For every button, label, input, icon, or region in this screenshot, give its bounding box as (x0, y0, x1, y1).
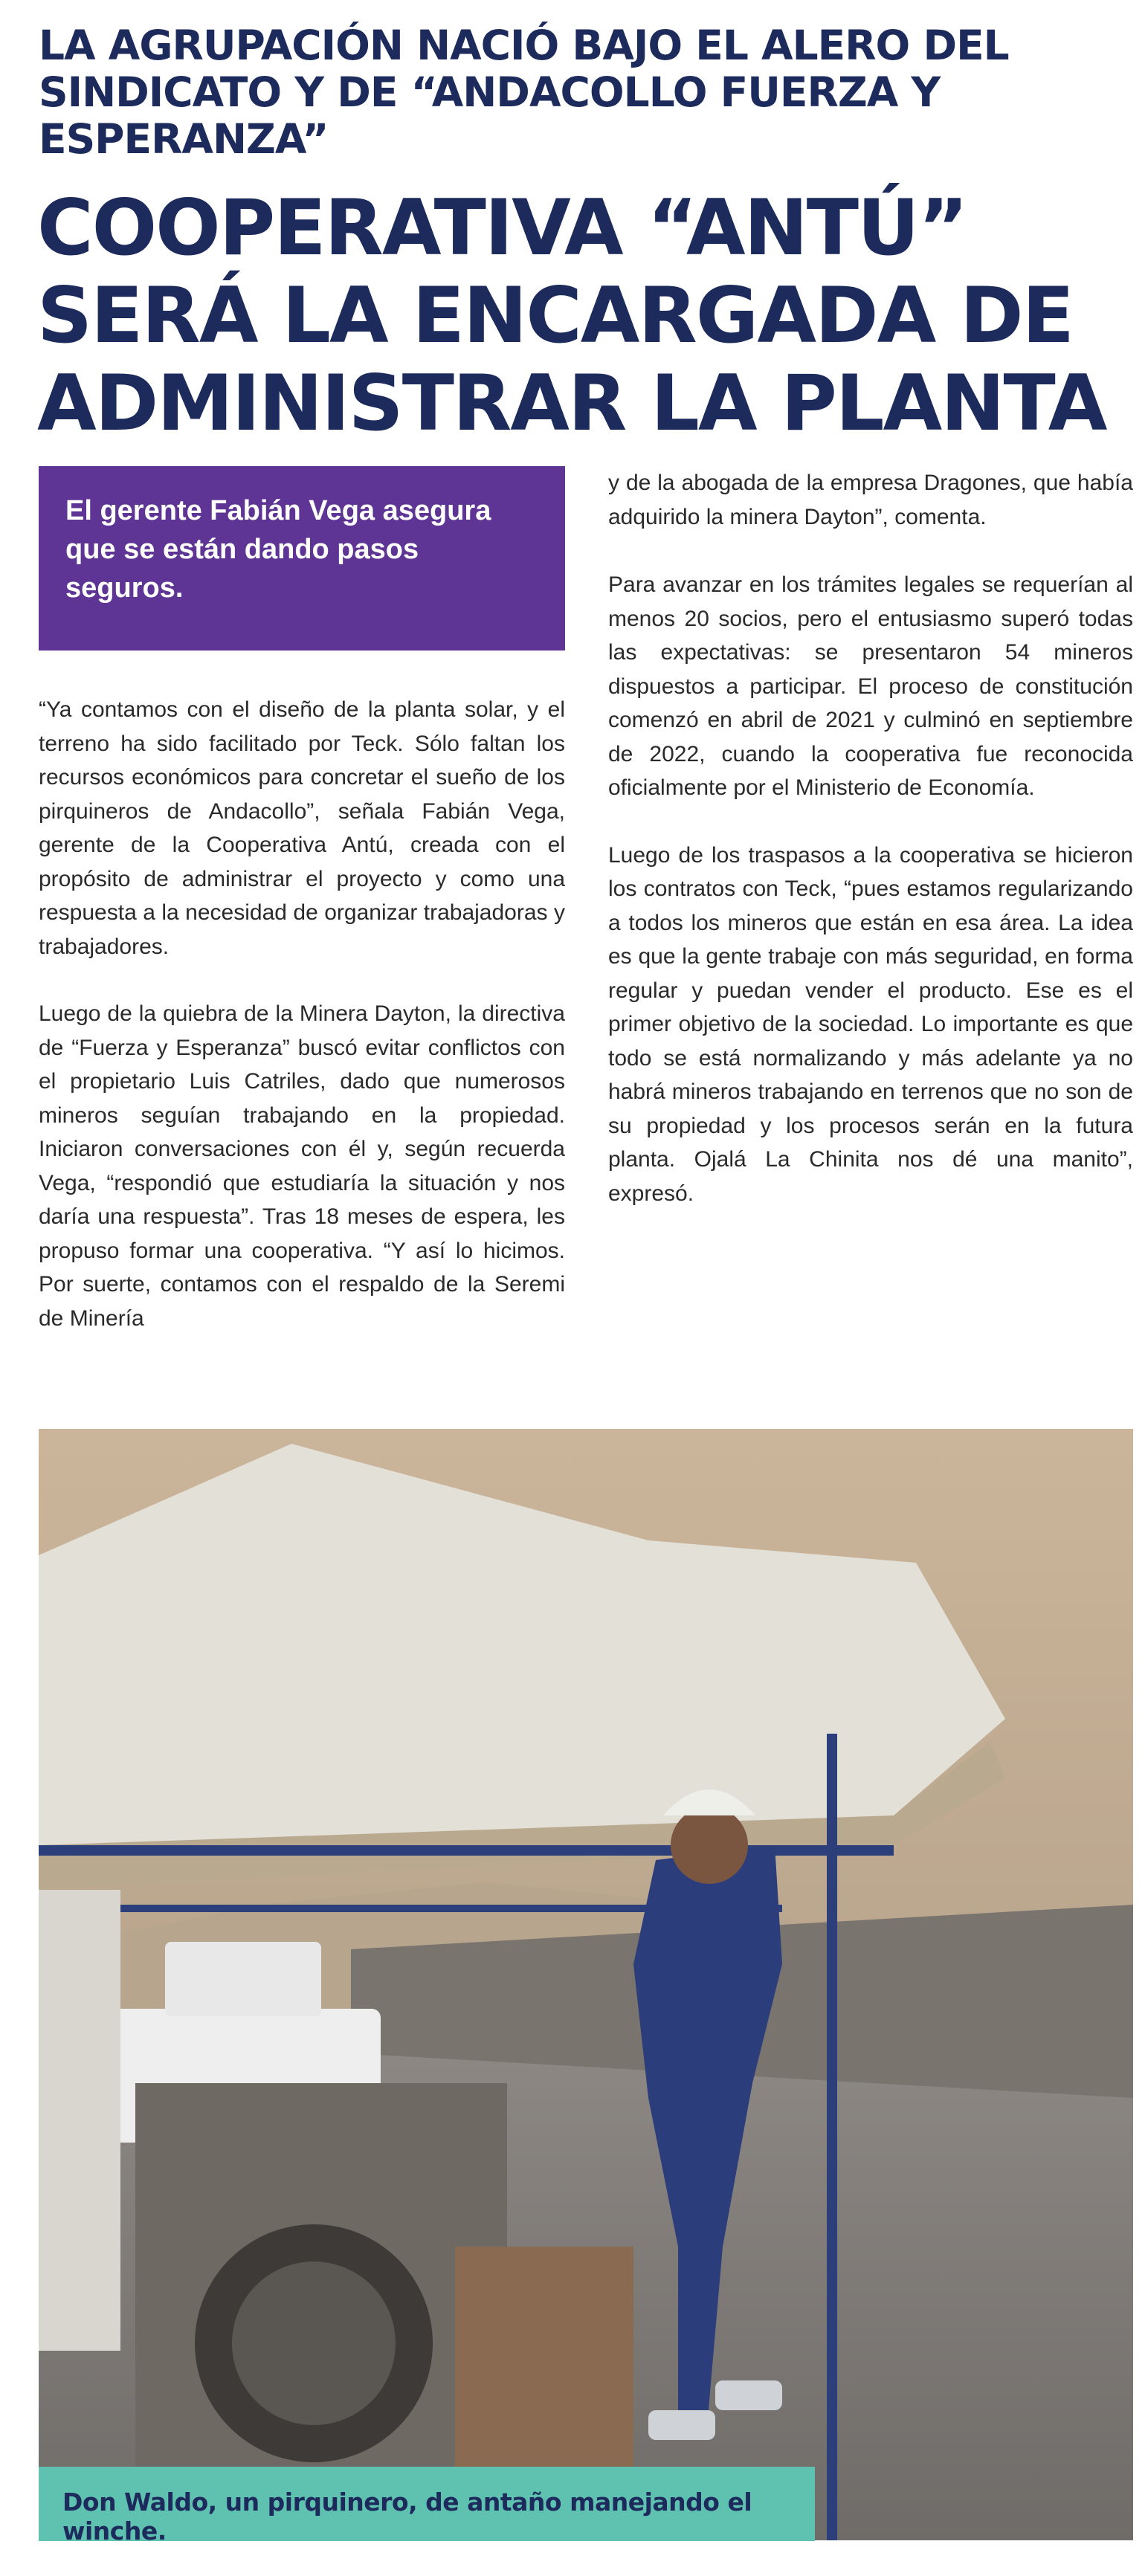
article-headline: COOPERATIVA “ANTÚ” SERÁ LA ENCARGADA DE ADMINISTRAR LA PLANTA (37, 184, 1106, 448)
right-column (608, 466, 1133, 1244)
article-kicker: LA AGRUPACIÓN NACIÓ BAJO EL ALERO DEL SINDICATO Y DE “ANDACOLLO FUERZA Y ESPERANZA” (39, 22, 1009, 163)
left-column (39, 693, 565, 1369)
paragraph-4: Para avanzar en los trámites legales se requerían al menos 20 socios, pero el entusiasmo superó todas las expectativas: se presentaron 54 mineros dispuestos a participar. El proceso de constitución comenzó en abril de 2021 y culminó en septiembre de 2022, cuando la cooperativa fue reconocida oficialmente por el Ministerio de Economía. (608, 572, 1133, 800)
paragraph-5: Luego de los traspasos a la cooperativa se hicieron los contratos con Teck, “pues estamos regularizando a todos los mineros que están en esa área. La idea es que la gente trabaje con más seguridad, en forma regular y puedan vender el producto. Ese es el primer objetivo de la sociedad. Lo importante es que todo se está normalizando y más adelante ya no habrá mineros trabajando en terrenos que no son de su propiedad y los procesos serán en la futura planta. Ojalá La Chinita nos dé una manito”, expresó. (608, 842, 1133, 1206)
pull-quote-box (39, 466, 565, 651)
paragraph-3: y de la abogada de la empresa Dragones, que había adquirido la minera Dayton”, comenta. (608, 471, 1133, 529)
pull-quote-text: El gerente Fabián Vega asegura que se están dando pasos seguros. (65, 495, 491, 604)
photo-caption-text: Don Waldo, un pirquinero, de antaño manejando el winche. (62, 2488, 752, 2546)
paragraph-2: Luego de la quiebra de la Minera Dayton, la directiva de “Fuerza y Esperanza” buscó evitar conflictos con el propietario Luis Catriles, dado que numerosos mineros seguían trabajando en la propiedad. Iniciaron conversaciones con él y, según recuerda Vega, “respondió que estudiaría la situación y nos daría una respuesta”. Tras 18 meses de espera, les propuso formar una cooperativa. “Y así lo hicimos. Por suerte, contamos con el respaldo de la Seremi de Minería (39, 1001, 565, 1331)
paragraph-1: “Ya contamos con el diseño de la planta solar, y el terreno ha sido facilitado por Teck. Sólo faltan los recursos económicos para concretar el sueño de los pirquineros de Andacollo”, señala Fabián Vega, gerente de la Cooperativa Antú, creada con el propósito de administrar el proyecto y como una respuesta a la necesidad de organizar trabajadoras y trabajadores. (39, 697, 565, 959)
article-photo-miner-winch (39, 1429, 1133, 2540)
photo-caption (39, 2467, 815, 2546)
